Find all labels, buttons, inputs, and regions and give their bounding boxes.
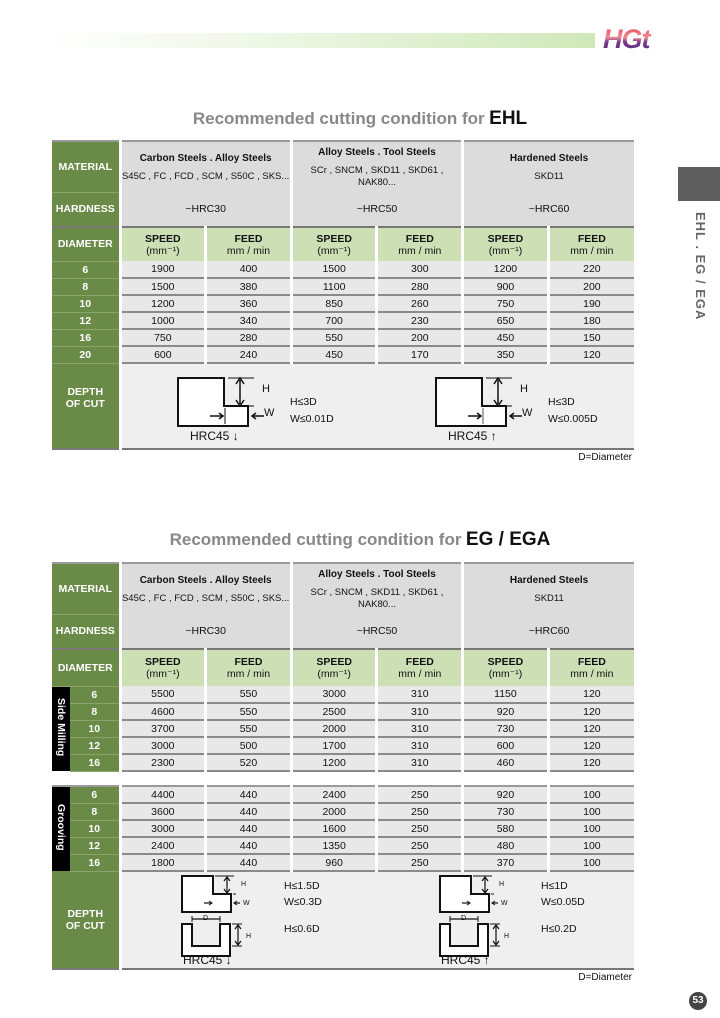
feed-cell: 280	[206, 329, 292, 346]
diameter-cell: 16	[70, 854, 120, 871]
eg-cutting-table-header	[52, 562, 634, 772]
speed-header: SPEED (mm⁻¹)	[291, 227, 377, 261]
material-alloy: Alloy Steels . Tool Steels SCr , SNCM , SKD11 , SKD61 , NAK80...	[291, 141, 462, 192]
table-row	[52, 346, 634, 363]
material-label: MATERIAL	[52, 141, 120, 192]
depth-h-limit: H≤1.5D	[284, 880, 320, 892]
groove-h-limit: H≤0.2D	[541, 923, 577, 935]
speed-cell: 460	[463, 754, 549, 771]
feed-cell: 250	[377, 854, 463, 871]
hardness-label: HARDNESS	[52, 614, 120, 649]
hardness-label: HARDNESS	[52, 192, 120, 227]
speed-cell: 3700	[120, 720, 206, 737]
speed-cell: 4600	[120, 703, 206, 720]
step-cut-diagram	[176, 376, 276, 428]
speed-cell: 920	[463, 703, 549, 720]
feed-cell: 500	[206, 737, 292, 754]
step-cut-diagram	[434, 376, 534, 428]
w-label: W	[501, 900, 508, 907]
table-row	[52, 837, 634, 854]
speed-cell: 3000	[291, 686, 377, 703]
diameter-cell: 6	[52, 261, 120, 278]
hardness-value: ~HRC60	[463, 614, 634, 649]
diameter-cell: 8	[70, 703, 120, 720]
table-row	[52, 720, 634, 737]
diameter-cell: 12	[70, 837, 120, 854]
table-row	[52, 278, 634, 295]
feed-cell: 550	[206, 720, 292, 737]
speed-cell: 550	[291, 329, 377, 346]
feed-header: FEED mm / min	[548, 227, 634, 261]
depth-w-limit: W≤0.3D	[284, 896, 322, 908]
groove-h-limit: H≤0.6D	[284, 923, 320, 935]
feed-cell: 100	[548, 786, 634, 803]
speed-cell: 650	[463, 312, 549, 329]
speed-cell: 3000	[120, 737, 206, 754]
diameter-cell: 10	[70, 720, 120, 737]
w-label: W	[243, 900, 250, 907]
speed-cell: 1100	[291, 278, 377, 295]
diameter-cell: 6	[70, 686, 120, 703]
diameter-cell: 10	[52, 295, 120, 312]
speed-cell: 1350	[291, 837, 377, 854]
feed-cell: 100	[548, 854, 634, 871]
speed-cell: 350	[463, 346, 549, 363]
speed-cell: 850	[291, 295, 377, 312]
feed-cell: 310	[377, 737, 463, 754]
feed-cell: 100	[548, 820, 634, 837]
speed-cell: 2500	[291, 703, 377, 720]
depth-w-limit: W≤0.005D	[548, 413, 598, 425]
speed-cell: 450	[291, 346, 377, 363]
grooving-label: Grooving	[52, 786, 70, 871]
diameter-label: DIAMETER	[52, 227, 120, 261]
diameter-cell: 20	[52, 346, 120, 363]
speed-cell: 920	[463, 786, 549, 803]
speed-cell: 700	[291, 312, 377, 329]
feed-cell: 360	[206, 295, 292, 312]
speed-cell: 2000	[291, 720, 377, 737]
speed-cell: 1200	[120, 295, 206, 312]
speed-cell: 900	[463, 278, 549, 295]
speed-cell: 2400	[120, 837, 206, 854]
hrc-below-label: HRC45 ↓	[190, 429, 239, 443]
feed-header: FEED mm / min	[377, 227, 463, 261]
feed-cell: 440	[206, 803, 292, 820]
diameter-cell: 8	[70, 803, 120, 820]
feed-cell: 550	[206, 703, 292, 720]
feed-cell: 100	[548, 803, 634, 820]
table-row	[52, 703, 634, 720]
depth-h-limit: H≤3D	[548, 396, 575, 408]
diameter-note: D=Diameter	[578, 452, 632, 463]
material-carbon: Carbon Steels . Alloy Steels S45C , FC , FCD , SCM , S50C , SKS...	[120, 141, 291, 192]
speed-cell: 5500	[120, 686, 206, 703]
table-row	[52, 854, 634, 871]
feed-cell: 120	[548, 703, 634, 720]
feed-cell: 380	[206, 278, 292, 295]
feed-cell: 200	[377, 329, 463, 346]
speed-cell: 2400	[291, 786, 377, 803]
material-hardened: Hardened Steels SKD11	[463, 563, 634, 614]
d-label: D	[461, 915, 467, 922]
page-number-badge: 53	[689, 992, 707, 1010]
material-hardened: Hardened Steels SKD11	[463, 141, 634, 192]
diameter-label: DIAMETER	[52, 649, 120, 686]
feed-cell: 120	[548, 686, 634, 703]
table-row	[52, 737, 634, 754]
feed-cell: 150	[548, 329, 634, 346]
feed-cell: 120	[548, 754, 634, 771]
speed-cell: 1200	[291, 754, 377, 771]
header-gradient-bar	[46, 33, 595, 48]
feed-cell: 440	[206, 837, 292, 854]
hrc-above-label: HRC45 ↑	[448, 429, 497, 443]
speed-header: SPEED (mm⁻¹)	[120, 227, 206, 261]
feed-cell: 190	[548, 295, 634, 312]
step-and-groove-diagram	[180, 874, 260, 960]
speed-cell: 1800	[120, 854, 206, 871]
feed-cell: 310	[377, 686, 463, 703]
feed-cell: 120	[548, 720, 634, 737]
speed-cell: 2000	[291, 803, 377, 820]
feed-header: FEED mm / min	[206, 227, 292, 261]
hardness-value: ~HRC50	[291, 192, 462, 227]
h-label: H	[499, 881, 505, 888]
ehl-cutting-table	[52, 140, 634, 450]
speed-cell: 580	[463, 820, 549, 837]
feed-cell: 440	[206, 820, 292, 837]
depth-of-cut-label: DEPTH OF CUT	[52, 363, 120, 449]
feed-cell: 310	[377, 720, 463, 737]
diameter-cell: 8	[52, 278, 120, 295]
diameter-cell: 10	[70, 820, 120, 837]
feed-cell: 310	[377, 703, 463, 720]
speed-cell: 2300	[120, 754, 206, 771]
depth-of-cut-label: DEPTH OF CUT	[52, 871, 120, 969]
speed-header: SPEED (mm⁻¹)	[291, 649, 377, 686]
feed-cell: 100	[548, 837, 634, 854]
material-label: MATERIAL	[52, 563, 120, 614]
feed-cell: 120	[548, 346, 634, 363]
feed-cell: 260	[377, 295, 463, 312]
depth-w-limit: W≤0.05D	[541, 896, 585, 908]
table-row	[52, 329, 634, 346]
feed-cell: 250	[377, 786, 463, 803]
feed-cell: 550	[206, 686, 292, 703]
speed-cell: 750	[463, 295, 549, 312]
eg-section-title: Recommended cutting condition for EG / EGA	[169, 529, 551, 550]
feed-cell: 440	[206, 786, 292, 803]
table-row	[52, 754, 634, 771]
feed-cell: 200	[548, 278, 634, 295]
ehl-section-title: Recommended cutting condition for EHL	[192, 108, 528, 129]
table-row	[52, 803, 634, 820]
speed-cell: 750	[120, 329, 206, 346]
feed-cell: 250	[377, 803, 463, 820]
feed-cell: 170	[377, 346, 463, 363]
depth-h-limit: H≤3D	[290, 396, 317, 408]
feed-cell: 240	[206, 346, 292, 363]
speed-cell: 1600	[291, 820, 377, 837]
table-row	[52, 686, 634, 703]
table-row	[52, 261, 634, 278]
diameter-cell: 6	[70, 786, 120, 803]
feed-cell: 250	[377, 837, 463, 854]
h-label: H	[262, 383, 270, 395]
material-carbon: Carbon Steels . Alloy Steels S45C , FC , FCD , SCM , S50C , SKS...	[120, 563, 291, 614]
speed-cell: 3000	[120, 820, 206, 837]
speed-header: SPEED (mm⁻¹)	[120, 649, 206, 686]
speed-cell: 960	[291, 854, 377, 871]
feed-header: FEED mm / min	[206, 649, 292, 686]
side-section-tab	[678, 167, 720, 201]
feed-cell: 280	[377, 278, 463, 295]
table-row	[52, 312, 634, 329]
speed-cell: 3600	[120, 803, 206, 820]
speed-cell: 1700	[291, 737, 377, 754]
speed-cell: 480	[463, 837, 549, 854]
diameter-note: D=Diameter	[578, 972, 632, 983]
feed-cell: 250	[377, 820, 463, 837]
speed-cell: 1150	[463, 686, 549, 703]
feed-cell: 310	[377, 754, 463, 771]
speed-cell: 600	[120, 346, 206, 363]
w-label: W	[522, 407, 533, 419]
w-label: W	[264, 407, 275, 419]
speed-cell: 1900	[120, 261, 206, 278]
depth-w-limit: W≤0.01D	[290, 413, 334, 425]
table-row	[52, 295, 634, 312]
diameter-cell: 16	[70, 754, 120, 771]
d-label: D	[203, 915, 209, 922]
speed-cell: 730	[463, 720, 549, 737]
diameter-cell: 16	[52, 329, 120, 346]
diameter-cell: 12	[52, 312, 120, 329]
h-label: H	[246, 933, 252, 940]
side-milling-label: Side Milling	[52, 686, 70, 771]
speed-cell: 1200	[463, 261, 549, 278]
feed-header: FEED mm / min	[548, 649, 634, 686]
depth-h-limit: H≤1D	[541, 880, 568, 892]
feed-header: FEED mm / min	[377, 649, 463, 686]
speed-header: SPEED (mm⁻¹)	[463, 227, 549, 261]
speed-cell: 1500	[120, 278, 206, 295]
feed-cell: 440	[206, 854, 292, 871]
feed-cell: 220	[548, 261, 634, 278]
h-label: H	[504, 933, 510, 940]
h-label: H	[241, 881, 247, 888]
table-row	[52, 786, 634, 803]
h-label: H	[520, 383, 528, 395]
hardness-value: ~HRC60	[463, 192, 634, 227]
hardness-value: ~HRC50	[291, 614, 462, 649]
side-section-label: EHL . EG / EGA	[693, 212, 708, 321]
speed-cell: 600	[463, 737, 549, 754]
feed-cell: 230	[377, 312, 463, 329]
feed-cell: 520	[206, 754, 292, 771]
feed-cell: 180	[548, 312, 634, 329]
speed-cell: 1000	[120, 312, 206, 329]
material-alloy: Alloy Steels . Tool Steels SCr , SNCM , SKD11 , SKD61 , NAK80...	[291, 563, 462, 614]
feed-cell: 120	[548, 737, 634, 754]
diameter-cell: 12	[70, 737, 120, 754]
speed-cell: 4400	[120, 786, 206, 803]
speed-header: SPEED (mm⁻¹)	[463, 649, 549, 686]
feed-cell: 340	[206, 312, 292, 329]
hardness-value: ~HRC30	[120, 614, 291, 649]
speed-cell: 730	[463, 803, 549, 820]
hardness-value: ~HRC30	[120, 192, 291, 227]
table-row	[52, 820, 634, 837]
feed-cell: 400	[206, 261, 292, 278]
hrc-below-label: HRC45 ↓	[183, 953, 232, 967]
feed-cell: 300	[377, 261, 463, 278]
speed-cell: 1500	[291, 261, 377, 278]
speed-cell: 370	[463, 854, 549, 871]
hrc-above-label: HRC45 ↑	[441, 953, 490, 967]
hgt-logo: HGt	[603, 24, 671, 54]
speed-cell: 450	[463, 329, 549, 346]
step-and-groove-diagram	[438, 874, 518, 960]
